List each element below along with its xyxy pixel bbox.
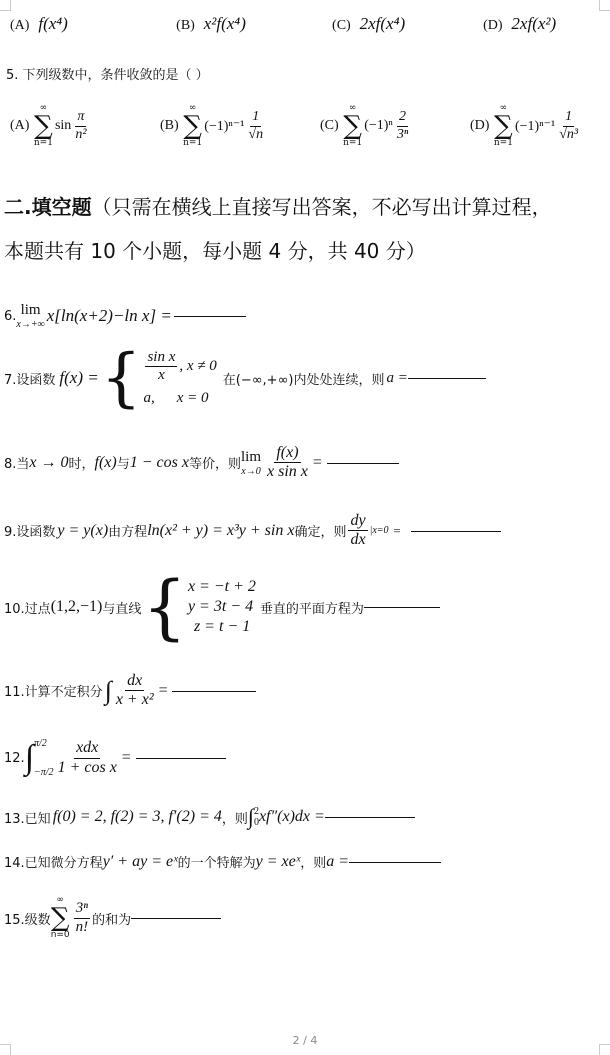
q15-answer-blank[interactable]: [131, 917, 221, 919]
section-2-instructions: （只需在横线上直接写出答案，不必写出计算过程，: [91, 195, 552, 219]
q4-option-a: (A) f(x⁴): [10, 14, 68, 33]
question-14: 14.已知微分方程 y′ + ay = eˣ 的一个特解为 y = xeˣ ，则 a =: [4, 852, 441, 871]
question-11: 11.计算不定积分 ∫ $\frac{dx}{\text{x + x²}}$ =: [4, 672, 256, 710]
question-10: 10.过点 (1,2,−1) 与直线 { x = −t + 2 y = 3t − 4 z = t − 1 垂直的平面方程为: [4, 572, 440, 642]
question-9: 9.设函数 y = y(x) 由方程 ln(x² + y) = x³y + sin x 确定，则 $\frac{dy}{dx}$ |x=0 =: [4, 512, 501, 550]
page-corner-top-left: [0, 0, 11, 11]
q10-line-equations: x = −t + 2 y = 3t − 4 z = t − 1: [187, 578, 256, 635]
q7-answer-blank[interactable]: [408, 377, 486, 379]
q14-answer-blank[interactable]: [349, 861, 441, 863]
page-number: 2 / 4: [292, 1034, 318, 1047]
q5-option-d: (D) ∞ ∑ n=1 (−1)ⁿ⁻¹ $\frac{1}{\text{√n³}}$: [470, 103, 579, 148]
q5-stem: 5. 下列级数中，条件收敛的是（ ）: [6, 68, 209, 83]
question-13: 13.已知 f(0) = 2, f(2) = 3, f′(2) = 4 ，则 ∫ 2 0 xf″(x)dx =: [4, 806, 415, 828]
q6-limit: lim x→+∞: [16, 302, 45, 330]
q7-brace: {: [100, 341, 142, 415]
q11-answer-blank[interactable]: [172, 690, 256, 692]
section-2-heading: [4, 194, 604, 220]
q9-answer-blank[interactable]: [411, 530, 501, 532]
question-12: 12. ∫ π/2 −π/2 $\frac{\text{xdx}}{\text{1 + cos x}}$ =: [4, 738, 226, 778]
q4-options: [10, 14, 600, 34]
question-7: 7.设函数 f(x) = { $\frac{\text{sin x}}{x}$ , x ≠ 0 a, x = 0 在(−∞,+∞)内处处连续，则 a =: [4, 346, 486, 410]
question-6: 6. lim x→+∞ x[ln(x+2)−ln x] =: [4, 302, 246, 330]
section-2-title: 二.填空题: [4, 195, 92, 219]
q5-options: [10, 104, 610, 148]
q12-answer-blank[interactable]: [136, 757, 226, 759]
question-15: 15.级数 ∞ ∑ n=0 $\frac{\text{3ⁿ}}{n!}$ 的和为: [4, 896, 221, 940]
q4-option-d: (D) 2xf(x²): [483, 14, 557, 33]
q7-cases: $\frac{\text{sin x}}{x}$ , x ≠ 0 a, x = 0: [143, 348, 217, 407]
q5-option-a: (A) ∞ ∑ n=1 sin $\frac{\pi}{\text{n²}}$: [10, 103, 87, 148]
section-2-heading-line2: 本题共有 10 个小题，每小题 4 分，共 40 分）: [4, 239, 426, 263]
q13-answer-blank[interactable]: [325, 816, 415, 818]
q5-option-b: (B) ∞ ∑ n=1 (−1)ⁿ⁻¹ $\frac{1}{√n}$: [160, 103, 264, 148]
q4-option-c: (C) 2xf(x⁴): [332, 14, 406, 33]
q8-answer-blank[interactable]: [327, 462, 399, 464]
q5-option-c: (C) ∞ ∑ n=1 (−1)ⁿ $\frac{2}{\text{3ⁿ}}$: [320, 103, 409, 148]
page-corner-top-right: [599, 0, 610, 11]
question-8: 8.当 x → 0 时， f(x) 与 1 − cos x 等价，则 lim x→0 $\frac{f(x)}{\text{x sin x}}$ =: [4, 444, 399, 482]
q10-answer-blank[interactable]: [364, 606, 440, 608]
q4-option-b: (B) x²f(x⁴): [176, 14, 246, 33]
q6-answer-blank[interactable]: [174, 315, 246, 317]
